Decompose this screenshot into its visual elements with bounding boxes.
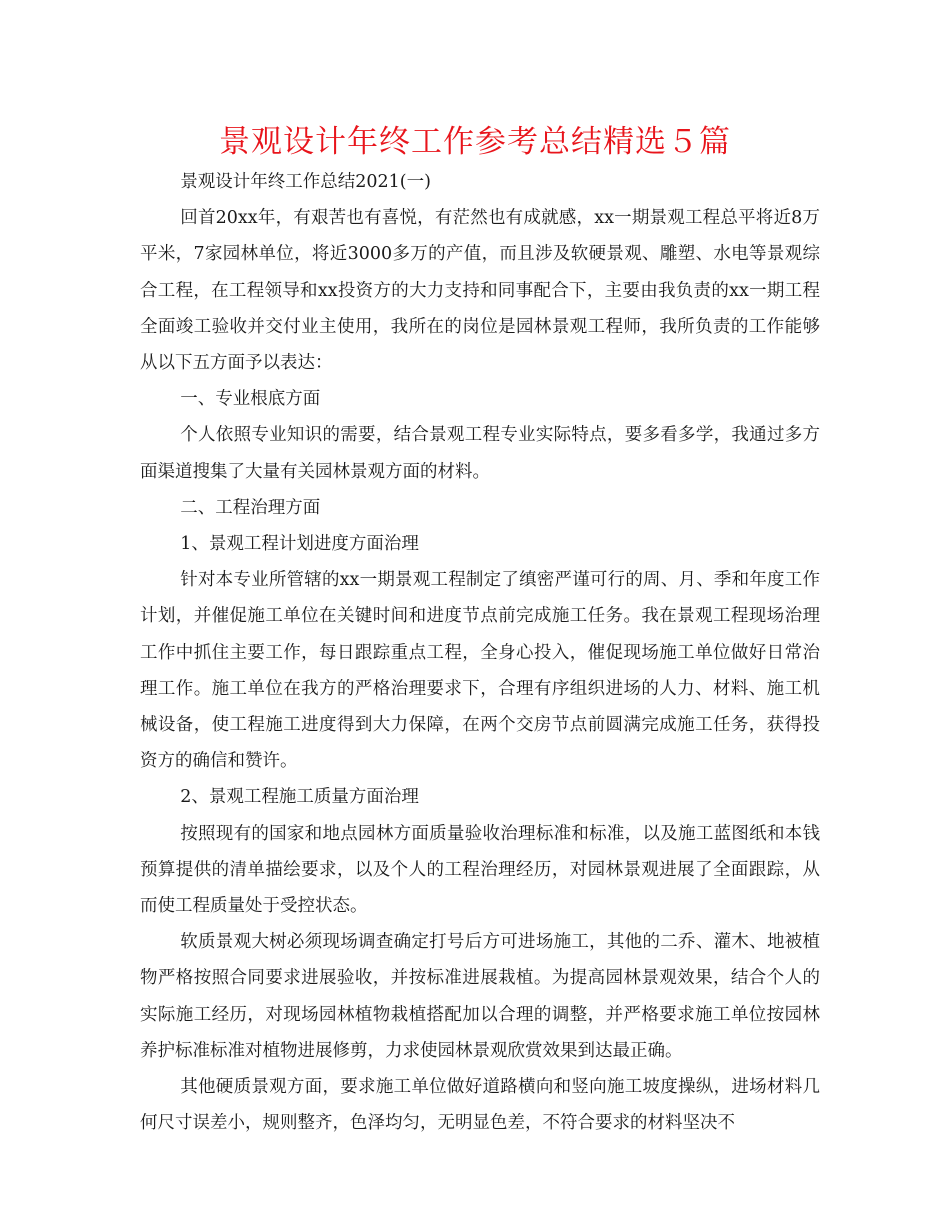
paragraph: 按照现有的国家和地点园林方面质量验收治理标准和标准，以及施工蓝图纸和本钱预算提供的清单描绘要求，以及个人的工程治理经历，对园林景观进展了全面跟踪，从而使工程质量处于受控状态。 — [140, 823, 820, 917]
paragraph: 回首20xx年，有艰苦也有喜悦，有茫然也有成就感，xx一期景观工程总平将近8万平米，7家园林单位，将近3000多万的产值，而且涉及软硬景观、雕塑、水电等景观综合工程，在工程领导和xx投资方的大力支持和同事配合下，主要由我负责的xx一期工程全面竣工验收并交付业主使用，我所在的岗位是园林景观工程师，我所负责的工作能够从以下五方面予以表达： — [140, 208, 820, 374]
document-body — [140, 164, 820, 1141]
paragraph: 软质景观大树必须现场调查确定打号后方可进场施工，其他的二乔、灌木、地被植物严格按照合同要求进展验收，并按标准进展栽植。为提高园林景观效果，结合个人的实际施工经历，对现场园林植物栽植搭配加以合理的调整，并严格要求施工单位按园林养护标准标准对植物进展修剪，力求使园林景观欣赏效果到达最正确。 — [140, 932, 820, 1061]
paragraph: 个人依照专业知识的需要，结合景观工程专业实际特点，要多看多学，我通过多方面渠道搜集了大量有关园林景观方面的材料。 — [140, 425, 820, 482]
paragraph-subtitle: 景观设计年终工作总结2021(一) — [180, 172, 431, 192]
subsection-heading: 2、景观工程施工质量方面治理 — [180, 787, 419, 808]
section-heading: 一、专业根底方面 — [180, 389, 321, 410]
section-heading: 二、工程治理方面 — [180, 497, 321, 518]
paragraph: 其他硬质景观方面，要求施工单位做好道路横向和竖向施工坡度操纵，进场材料几何尺寸误差小，规则整齐，色泽均匀，无明显色差，不符合要求的材料坚决不 — [140, 1077, 820, 1134]
subsection-heading: 1、景观工程计划进度方面治理 — [180, 534, 419, 555]
document-title: 景观设计年终工作参考总结精选５篇 — [219, 124, 731, 160]
paragraph: 针对本专业所管辖的xx一期景观工程制定了缜密严谨可行的周、月、季和年度工作计划，并催促施工单位在关键时间和进度节点前完成施工任务。我在景观工程现场治理工作中抓住主要工作，每日跟踪重点工程，全身心投入，催促现场施工单位做好日常治理工作。施工单位在我方的严格治理要求下，合理有序组织进场的人力、材料、施工机械设备，使工程施工进度得到大力保障，在两个交房节点前圆满完成施工任务，获得投资方的确信和赞许。 — [140, 570, 820, 772]
